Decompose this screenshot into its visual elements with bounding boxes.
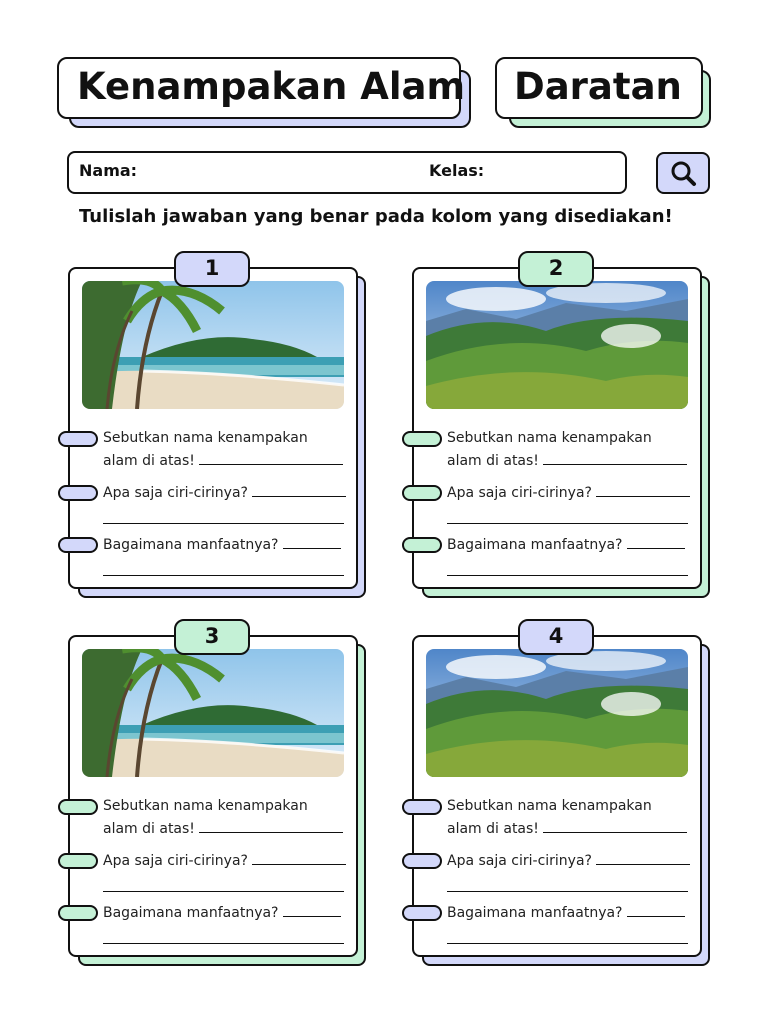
question-1-line-2: alam di atas! [103,449,343,472]
page-subtitle: Daratan [514,65,682,108]
answer-line[interactable] [447,523,688,524]
mountain-image [426,649,688,777]
question-bullet [402,905,442,921]
question-1-line-2: alam di atas! [447,817,687,840]
answer-line[interactable] [103,891,344,892]
search-icon [656,152,710,194]
instruction-text: Tulislah jawaban yang benar pada kolom yang disediakan! [79,206,673,227]
card-body [412,635,702,957]
answer-line[interactable] [252,849,346,865]
card-number-badge: 4 [518,619,594,655]
question-1-line-2: alam di atas! [447,449,687,472]
question-bullet [402,537,442,553]
answer-line[interactable] [199,817,343,833]
question-bullet [402,485,442,501]
question-bullet [402,431,442,447]
question-bullet [58,537,98,553]
question-bullet [402,853,442,869]
card-number-badge: 2 [518,251,594,287]
question-card-1 [68,256,358,592]
answer-line[interactable] [447,891,688,892]
question-2: Apa saja ciri-cirinya? [447,481,690,504]
answer-line[interactable] [543,449,687,465]
answer-line[interactable] [103,523,344,524]
card-body [68,635,358,957]
search-button[interactable] [656,152,710,194]
class-label: Kelas: [429,161,485,180]
answer-line[interactable] [283,533,341,549]
question-1-line-1: Sebutkan nama kenampakan [103,798,308,814]
card-number-badge: 3 [174,619,250,655]
question-bullet [58,905,98,921]
question-1-line-2: alam di atas! [103,817,343,840]
page-title: Kenampakan Alam [77,65,466,108]
card-number-badge: 1 [174,251,250,287]
question-3: Bagaimana manfaatnya? [103,533,341,556]
question-3: Bagaimana manfaatnya? [447,533,685,556]
answer-line[interactable] [103,943,344,944]
question-bullet [58,431,98,447]
name-label: Nama: [79,161,138,180]
question-bullet [402,799,442,815]
card-body [412,267,702,589]
question-2: Apa saja ciri-cirinya? [103,481,346,504]
answer-line[interactable] [627,901,685,917]
answer-line[interactable] [596,849,690,865]
card-body [68,267,358,589]
mountain-image [426,281,688,409]
question-card-3 [68,624,358,960]
answer-line[interactable] [627,533,685,549]
question-card-2 [412,256,702,592]
answer-line[interactable] [596,481,690,497]
answer-line[interactable] [447,575,688,576]
question-3: Bagaimana manfaatnya? [447,901,685,924]
question-bullet [58,485,98,501]
question-bullet [58,853,98,869]
answer-line[interactable] [103,575,344,576]
answer-line[interactable] [252,481,346,497]
question-bullet [58,799,98,815]
answer-line[interactable] [283,901,341,917]
beach-image [82,649,344,777]
question-2: Apa saja ciri-cirinya? [447,849,690,872]
answer-line[interactable] [543,817,687,833]
question-2: Apa saja ciri-cirinya? [103,849,346,872]
question-1-line-1: Sebutkan nama kenampakan [103,430,308,446]
question-1-line-1: Sebutkan nama kenampakan [447,798,652,814]
student-info-field[interactable] [67,151,627,194]
question-card-4 [412,624,702,960]
answer-line[interactable] [199,449,343,465]
question-3: Bagaimana manfaatnya? [103,901,341,924]
beach-image [82,281,344,409]
answer-line[interactable] [447,943,688,944]
question-1-line-1: Sebutkan nama kenampakan [447,430,652,446]
